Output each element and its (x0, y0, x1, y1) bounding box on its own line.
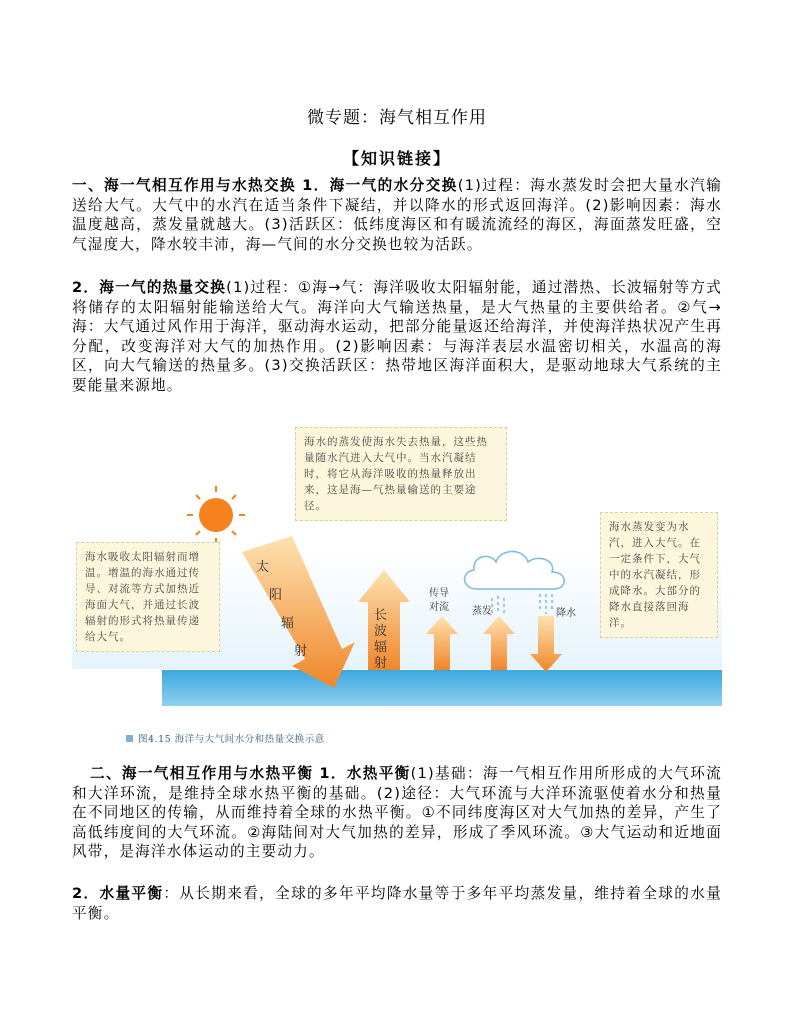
section2-sub2-text: ：从长期来看，全球的多年平均降水量等于多年平均蒸发量，维持着全球的水量平衡。 (72, 885, 722, 922)
solar-label-3: 辐 (281, 616, 295, 631)
sun-icon (187, 486, 245, 544)
note-water-cycle: 海水蒸发变为水汽，进入大气。在一定条件下，大气中的水汽凝结，形成降水。大部分的降水直接落回海洋。 (600, 512, 718, 638)
section2-paragraph1 (72, 764, 722, 862)
section1-heading: 一、海一气相互作用与水热交换 (72, 177, 297, 194)
precipitation-label: 降水 (556, 608, 576, 619)
convection-label: 对流 (429, 602, 449, 613)
page-title: 微专题：海气相互作用 (307, 108, 487, 128)
section2-paragraph2 (72, 884, 722, 923)
longwave-label-4: 射 (374, 656, 388, 671)
section1-sub2-text: (1)过程：①海→气：海洋吸收太阳辐射能，通过潜热、长波辐射等方式将储存的太阳辐射能输送给大气。海洋向大气输送热量，是大气热量的主要供给者。②气→海：大气通过风作用于海洋，驱动海水运动，把部分能量返还给海洋，并使海洋热状况产生再分配，改变海洋对大气的加热作用。(2)影响因素：与海洋表层水温密切相关，水温高的海区，向大气输送的热量多。(3)交换活跃区：热带地区海洋面积大，是驱动地球大气系统的主要能量来源地。 (72, 279, 722, 394)
note-evaporation-heat: 海水的蒸发使海水失去热量，这些热量随水汽进入大气中。当水汽凝结时，将它从海洋吸收的热量释放出来，这是海—气热量输送的主要途径。 (295, 427, 507, 521)
conduction-label: 传导 (429, 588, 449, 599)
section1-sub1-heading: 1．海一气的水分交换 (302, 177, 458, 194)
longwave-label-2: 波 (374, 624, 388, 639)
solar-label-4: 射 (294, 644, 308, 659)
section1-paragraph1 (72, 176, 722, 254)
solar-label-1: 太 (256, 560, 270, 575)
section1-paragraph2 (72, 278, 722, 396)
section2-sub1-text: (1)基础：海一气相互作用所形成的大气环流和大洋环流，是维持全球水热平衡的基础。(2)途径：大气环流与大洋环流驱使着水分和热量在不同地区的传输，从而维持着全球的水热平衡。①不同纬度海区对大气加热的差异，产生了高低纬度间的大气环流。②海陆间对大气加热的差异，形成了季风环流。③大气运动和近地面风带，是海洋水体运动的主要动力。 (72, 765, 723, 861)
section-subtitle: 【知识链接】 (342, 149, 451, 168)
longwave-label-1: 长 (374, 608, 388, 623)
section2-sub1-heading: 1．水热平衡 (319, 765, 411, 782)
sea-surface (162, 670, 722, 706)
caption-text: 图4.15 海洋与大气间水分和热量交换示意 (138, 734, 325, 745)
exchange-diagram (72, 424, 722, 754)
section2-sub2-heading: 2．水量平衡 (72, 885, 164, 902)
figure-caption (126, 731, 325, 745)
longwave-label-3: 辐 (374, 640, 388, 655)
caption-marker (126, 735, 133, 742)
evaporation-label: 蒸发 (472, 606, 492, 617)
section1-sub2-heading: 2．海一气的热量交换 (72, 279, 227, 296)
section1-sub1-text: (1)过程：海水蒸发时会把大量水汽输送给大气。大气中的水汽在适当条件下凝结，并以降水的形式返回海洋。(2)影响因素：海水温度越高，蒸发量就越大。(3)活跃区：低纬度海区和有暖流流经的海区，海面蒸发旺盛，空气湿度大，降水较丰沛，海—气间的水分交换也较为活跃。 (72, 177, 723, 253)
solar-label-2: 阳 (269, 588, 283, 603)
note-sea-absorption: 海水吸收太阳辐射而增温。增温的海水通过传导、对流等方式加热近海面大气，并通过长波辐射的形式将热量传递给大气。 (76, 542, 220, 652)
section2-heading: 二、海一气相互作用与水热平衡 (90, 765, 314, 782)
